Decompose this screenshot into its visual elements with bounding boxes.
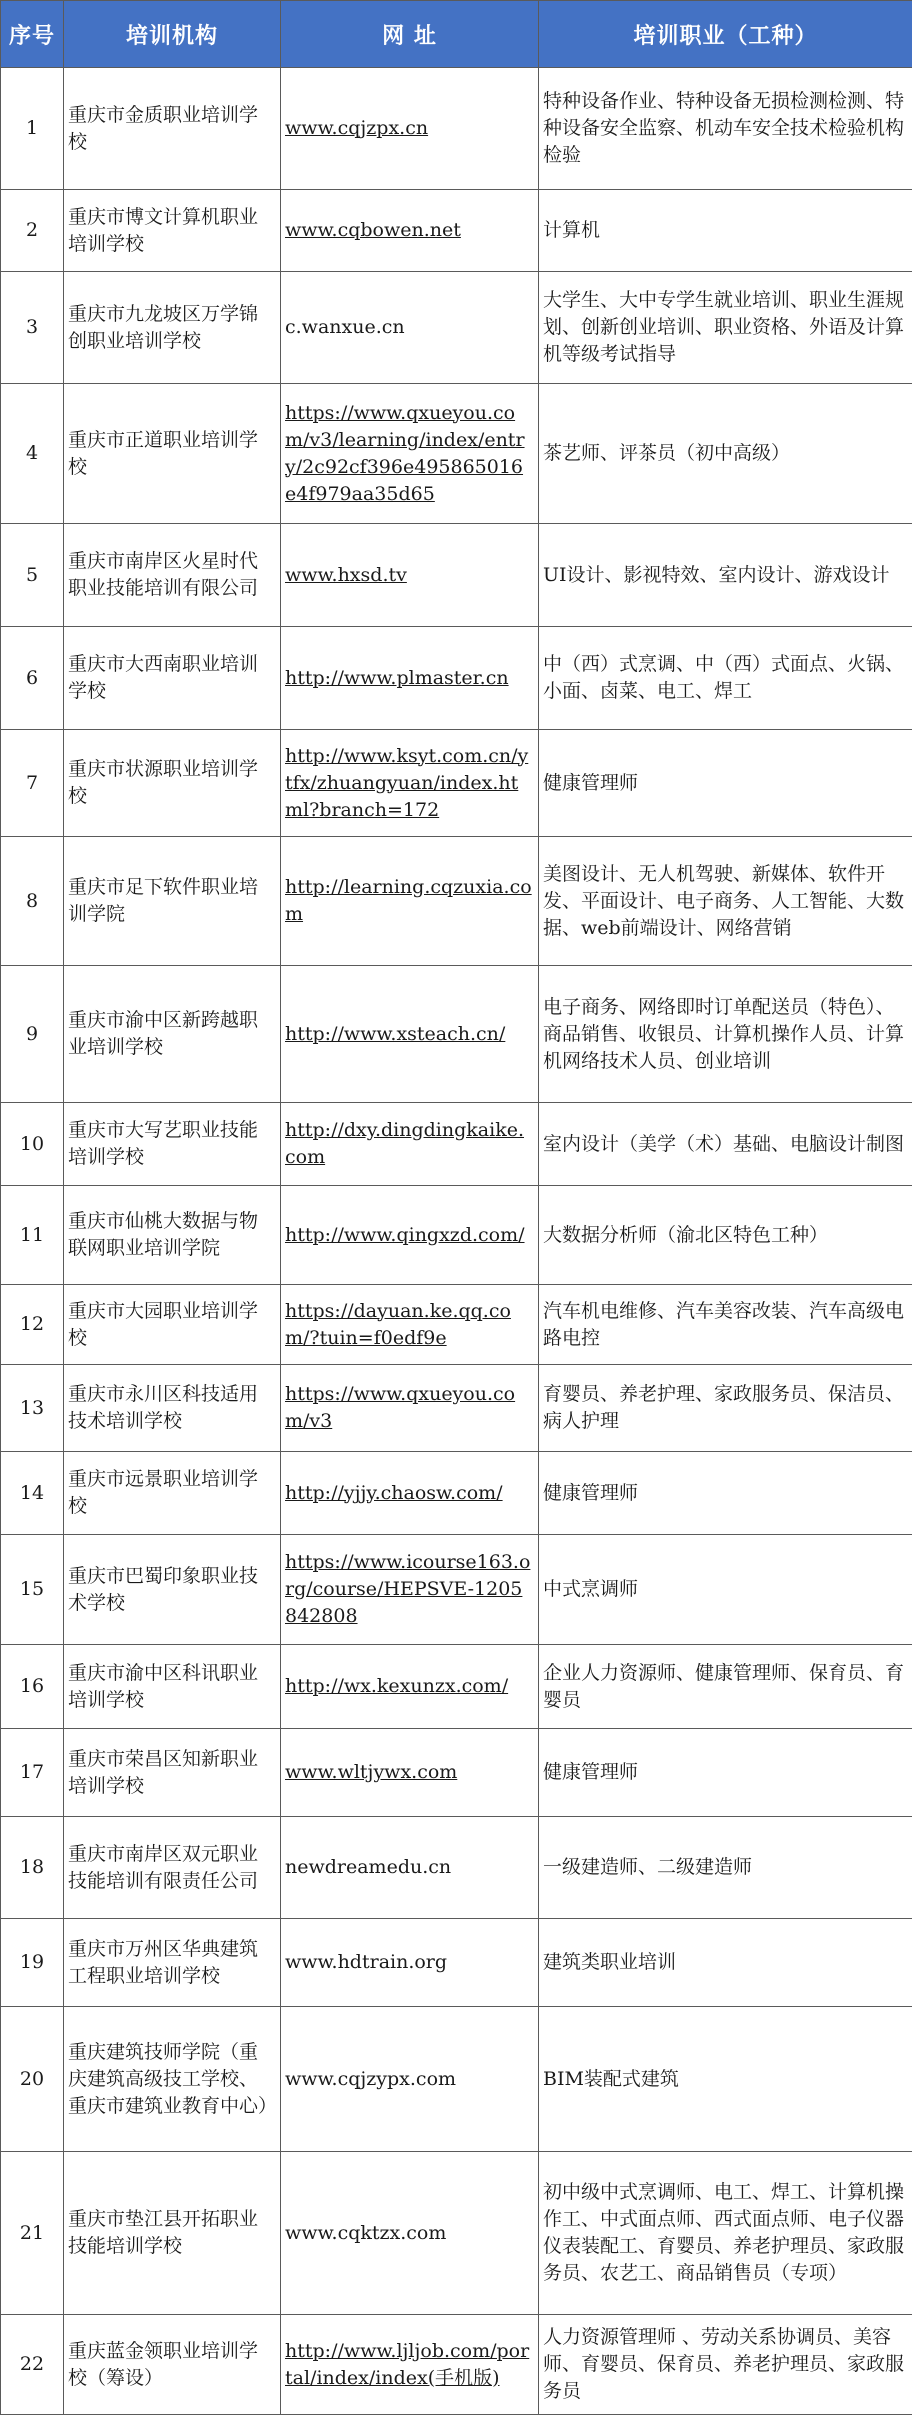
website-link[interactable]: http://www.qingxzd.com/	[285, 1223, 525, 1246]
website-cell	[281, 524, 539, 627]
table-row	[1, 1645, 912, 1729]
website-text: www.hdtrain.org	[285, 1951, 448, 1973]
table-row	[1, 1186, 912, 1285]
website-text: www.cqktzx.com	[285, 2221, 447, 2244]
occupation-cell: UI设计、影视特效、室内设计、游戏设计	[539, 524, 912, 627]
row-index: 4	[1, 384, 64, 524]
row-index: 10	[1, 1103, 64, 1186]
website-text: www.cqjzypx.com	[285, 2067, 457, 2090]
table-row	[1, 1919, 912, 2007]
row-index: 13	[1, 1365, 64, 1452]
occupation-cell: 特种设备作业、特种设备无损检测检测、特种设备安全监察、机动车安全技术检验机构检验	[539, 68, 912, 190]
website-link[interactable]: http://www.plmaster.cn	[285, 666, 509, 689]
website-link[interactable]: http://learning.cqzuxia.com	[285, 876, 532, 925]
website-link[interactable]: https://www.qxueyou.com/v3/learning/index/entry/2c92cf396e495865016e4f979aa35d65	[285, 401, 525, 505]
table-row	[1, 68, 912, 190]
table-row	[1, 837, 912, 966]
website-link[interactable]: www.cqbowen.net	[285, 219, 461, 241]
table-header	[1, 1, 912, 68]
website-cell	[281, 2007, 539, 2152]
website-cell	[281, 272, 539, 384]
website-cell	[281, 1729, 539, 1817]
table-row	[1, 730, 912, 837]
website-cell	[281, 1535, 539, 1645]
website-cell	[281, 966, 539, 1103]
website-cell	[281, 1817, 539, 1919]
table-row	[1, 1535, 912, 1645]
row-index: 11	[1, 1186, 64, 1285]
row-index: 5	[1, 524, 64, 627]
header-occupation: 培训职业（工种）	[539, 1, 912, 68]
institution-name: 重庆市大园职业培训学校	[64, 1285, 281, 1365]
row-index: 8	[1, 837, 64, 966]
row-index: 14	[1, 1452, 64, 1535]
institution-name: 重庆市正道职业培训学校	[64, 384, 281, 524]
institution-name: 重庆市南岸区双元职业技能培训有限责任公司	[64, 1817, 281, 1919]
website-cell	[281, 1452, 539, 1535]
table-row	[1, 272, 912, 384]
row-index: 21	[1, 2152, 64, 2315]
website-text: newdreamedu.cn	[285, 1856, 452, 1878]
row-index: 6	[1, 627, 64, 730]
occupation-cell: 育婴员、养老护理、家政服务员、保洁员、病人护理	[539, 1365, 912, 1452]
website-link[interactable]: https://www.icourse163.org/course/HEPSVE-1205842808	[285, 1551, 531, 1627]
occupation-cell: BIM装配式建筑	[539, 2007, 912, 2152]
website-link[interactable]: http://www.xsteach.cn/	[285, 1022, 506, 1045]
table-row	[1, 966, 912, 1103]
institution-name: 重庆市金质职业培训学校	[64, 68, 281, 190]
institution-name: 重庆市大西南职业培训学校	[64, 627, 281, 730]
row-index: 9	[1, 966, 64, 1103]
row-index: 18	[1, 1817, 64, 1919]
table-row	[1, 1365, 912, 1452]
row-index: 22	[1, 2315, 64, 2415]
occupation-cell: 中式烹调师	[539, 1535, 912, 1645]
institution-name: 重庆市万州区华典建筑工程职业培训学校	[64, 1919, 281, 2007]
website-link[interactable]: www.cqjzpx.cn	[285, 117, 429, 139]
row-index: 1	[1, 68, 64, 190]
table-row	[1, 627, 912, 730]
occupation-cell: 中（西）式烹调、中（西）式面点、火锅、小面、卤菜、电工、焊工	[539, 627, 912, 730]
institution-name: 重庆建筑技师学院（重庆建筑高级技工学校、重庆市建筑业教育中心）	[64, 2007, 281, 2152]
occupation-cell: 茶艺师、评茶员（初中高级）	[539, 384, 912, 524]
institution-name: 重庆市远景职业培训学校	[64, 1452, 281, 1535]
header-row	[1, 1, 912, 68]
website-text: c.wanxue.cn	[285, 316, 405, 338]
institution-name: 重庆市博文计算机职业培训学校	[64, 190, 281, 272]
website-link[interactable]: https://www.qxueyou.com/v3	[285, 1383, 516, 1432]
institution-name: 重庆市足下软件职业培训学院	[64, 837, 281, 966]
table-row	[1, 2315, 912, 2415]
website-cell	[281, 1103, 539, 1186]
table-row	[1, 1729, 912, 1817]
website-cell	[281, 190, 539, 272]
website-cell	[281, 627, 539, 730]
occupation-cell: 一级建造师、二级建造师	[539, 1817, 912, 1919]
table-row	[1, 384, 912, 524]
website-link[interactable]: http://www.ljljob.com/portal/index/index(手机版)	[285, 2339, 530, 2389]
institution-name: 重庆市大写艺职业技能培训学校	[64, 1103, 281, 1186]
occupation-cell: 建筑类职业培训	[539, 1919, 912, 2007]
occupation-cell: 健康管理师	[539, 1452, 912, 1535]
website-link[interactable]: www.hxsd.tv	[285, 563, 407, 586]
table-body	[1, 68, 912, 2415]
row-index: 16	[1, 1645, 64, 1729]
institution-name: 重庆市九龙坡区万学锦创职业培训学校	[64, 272, 281, 384]
occupation-cell: 人力资源管理师 、劳动关系协调员、美容师、育婴员、保育员、养老护理员、家政服务员	[539, 2315, 912, 2415]
website-cell	[281, 1919, 539, 2007]
table-row	[1, 524, 912, 627]
table-row	[1, 1285, 912, 1365]
website-cell	[281, 837, 539, 966]
website-cell	[281, 2315, 539, 2415]
table-row	[1, 2007, 912, 2152]
website-cell	[281, 2152, 539, 2315]
institution-name: 重庆市渝中区新跨越职业培训学校	[64, 966, 281, 1103]
occupation-cell: 健康管理师	[539, 730, 912, 837]
header-institution: 培训机构	[64, 1, 281, 68]
table-row	[1, 1452, 912, 1535]
occupation-cell: 美图设计、无人机驾驶、新媒体、软件开发、平面设计、电子商务、人工智能、大数据、web前端设计、网络营销	[539, 837, 912, 966]
institution-name: 重庆市状源职业培训学校	[64, 730, 281, 837]
website-cell	[281, 68, 539, 190]
row-index: 3	[1, 272, 64, 384]
website-link[interactable]: http://www.ksyt.com.cn/ytfx/zhuangyuan/index.html?branch=172	[285, 744, 529, 821]
website-cell	[281, 1285, 539, 1365]
table-row	[1, 190, 912, 272]
occupation-cell: 健康管理师	[539, 1729, 912, 1817]
occupation-cell: 汽车机电维修、汽车美容改装、汽车高级电路电控	[539, 1285, 912, 1365]
occupation-cell: 电子商务、网络即时订单配送员（特色）、商品销售、收银员、计算机操作人员、计算机网络技术人员、创业培训	[539, 966, 912, 1103]
header-website: 网 址	[281, 1, 539, 68]
institution-name: 重庆市永川区科技适用技术培训学校	[64, 1365, 281, 1452]
table-row	[1, 1817, 912, 1919]
occupation-cell: 企业人力资源师、健康管理师、保育员、育婴员	[539, 1645, 912, 1729]
website-cell	[281, 384, 539, 524]
table-row	[1, 1103, 912, 1186]
row-index: 15	[1, 1535, 64, 1645]
table-row	[1, 2152, 912, 2315]
institution-name: 重庆蓝金领职业培训学校（筹设）	[64, 2315, 281, 2415]
institution-name: 重庆市垫江县开拓职业技能培训学校	[64, 2152, 281, 2315]
website-cell	[281, 730, 539, 837]
occupation-cell: 大学生、大中专学生就业培训、职业生涯规划、创新创业培训、职业资格、外语及计算机等级考试指导	[539, 272, 912, 384]
row-index: 12	[1, 1285, 64, 1365]
website-cell	[281, 1186, 539, 1285]
occupation-cell: 计算机	[539, 190, 912, 272]
website-link[interactable]: http://wx.kexunzx.com/	[285, 1675, 509, 1697]
header-index: 序号	[1, 1, 64, 68]
row-index: 20	[1, 2007, 64, 2152]
row-index: 17	[1, 1729, 64, 1817]
website-link[interactable]: http://yjjy.chaosw.com/	[285, 1481, 503, 1504]
occupation-cell: 大数据分析师（渝北区特色工种）	[539, 1186, 912, 1285]
institution-name: 重庆市仙桃大数据与物联网职业培训学院	[64, 1186, 281, 1285]
row-index: 7	[1, 730, 64, 837]
row-index: 2	[1, 190, 64, 272]
institution-name: 重庆市巴蜀印象职业技术学校	[64, 1535, 281, 1645]
website-link[interactable]: https://dayuan.ke.qq.com/?tuin=f0edf9e	[285, 1299, 511, 1349]
row-index: 19	[1, 1919, 64, 2007]
website-link[interactable]: http://dxy.dingdingkaike.com	[285, 1119, 524, 1168]
website-cell	[281, 1645, 539, 1729]
institution-name: 重庆市渝中区科讯职业培训学校	[64, 1645, 281, 1729]
website-cell	[281, 1365, 539, 1452]
institution-name: 重庆市南岸区火星时代职业技能培训有限公司	[64, 524, 281, 627]
occupation-cell: 初中级中式烹调师、电工、焊工、计算机操作工、中式面点师、西式面点师、电子仪器仪表装配工、育婴员、养老护理员、家政服务员、农艺工、商品销售员（专项）	[539, 2152, 912, 2315]
occupation-cell: 室内设计（美学（术）基础、电脑设计制图	[539, 1103, 912, 1186]
institution-name: 重庆市荣昌区知新职业培训学校	[64, 1729, 281, 1817]
website-link[interactable]: www.wltjywx.com	[285, 1761, 458, 1783]
